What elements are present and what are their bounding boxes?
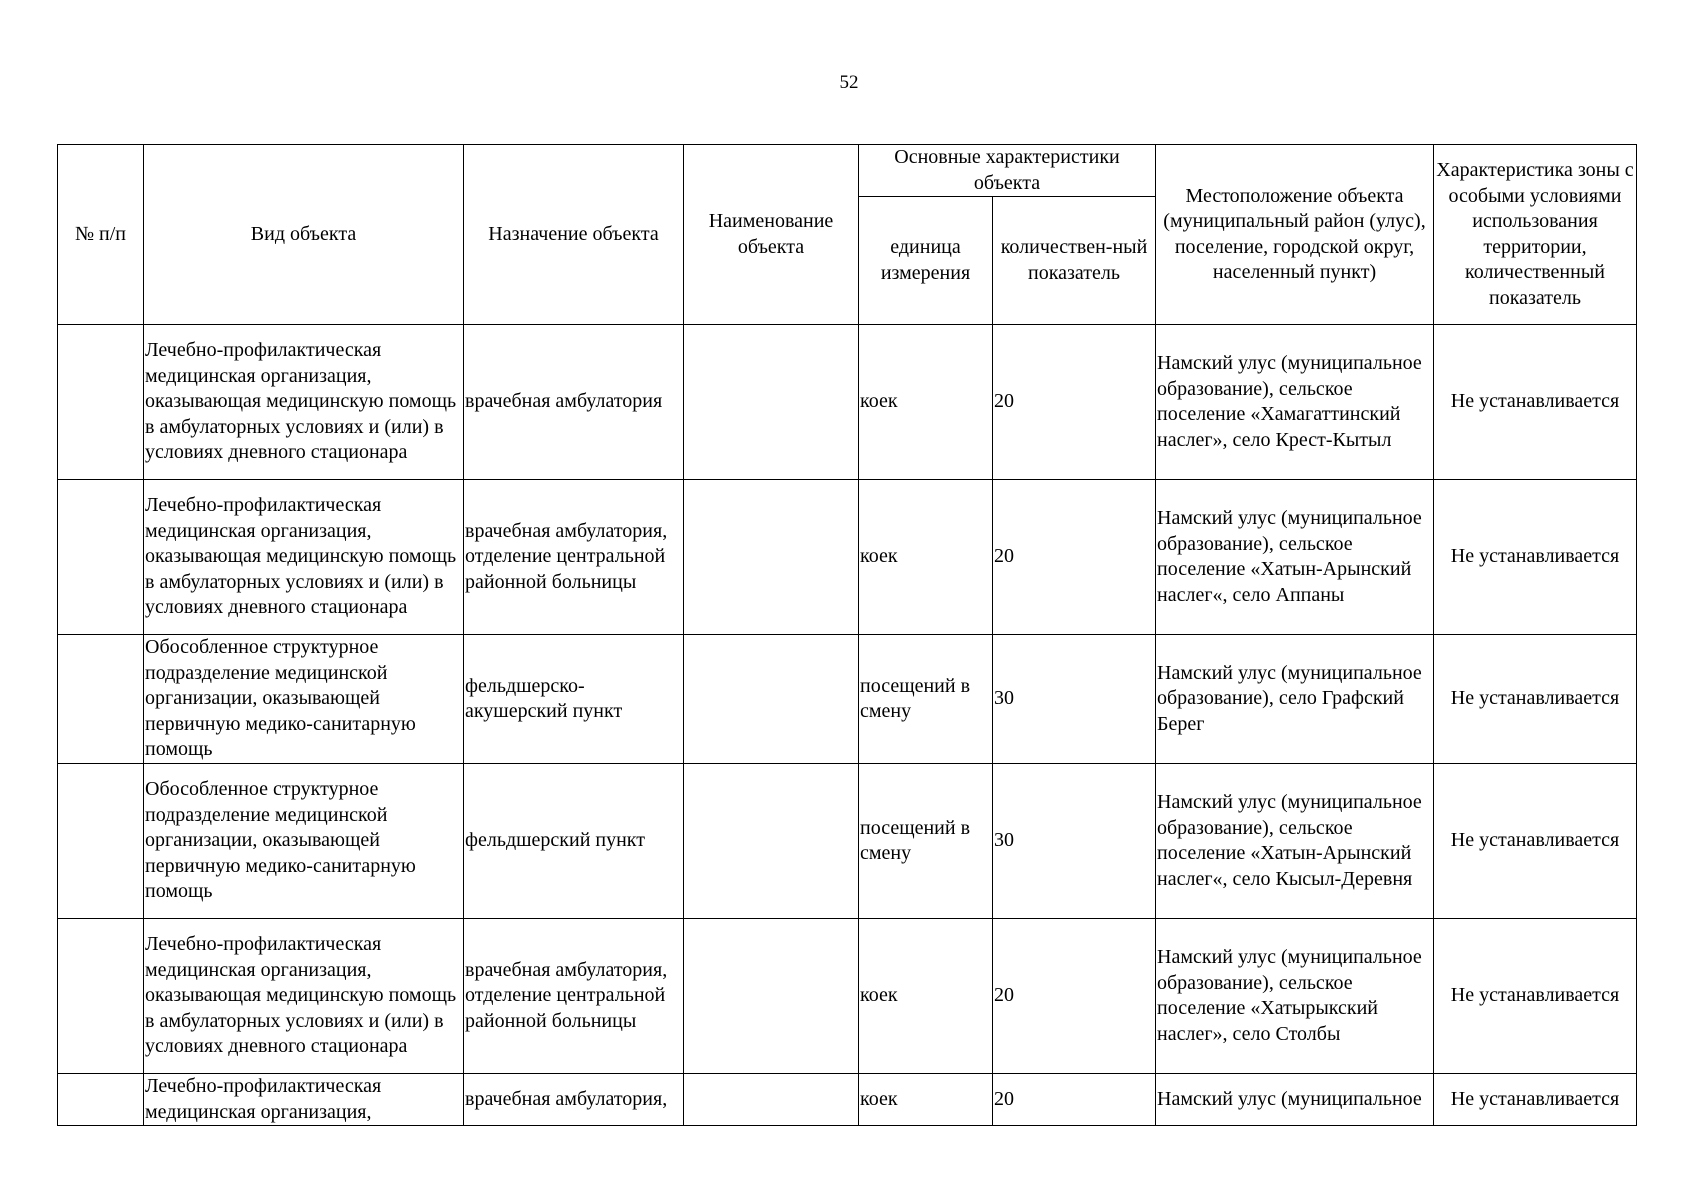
row-object-purpose: фельдшерско-акушерский пункт <box>464 635 684 764</box>
table-row <box>58 919 1637 1074</box>
row-object-type: Лечебно-профилактическая медицинская организация, <box>144 1074 464 1126</box>
row-unit: посещений в смену <box>859 764 993 919</box>
table-row <box>58 764 1637 919</box>
table-row <box>58 1074 1637 1126</box>
row-unit: коек <box>859 919 993 1074</box>
row-zone: Не устанавливается <box>1434 635 1637 764</box>
header-object-name: Наименование объекта <box>684 145 859 325</box>
row-location: Намский улус (муниципальное образование), сельское поселение «Хатын-Арынский наслег«, село Аппаны <box>1156 480 1434 635</box>
header-object-location: Местоположение объекта (муниципальный район (улус), поселение, городской округ, населенный пункт) <box>1156 145 1434 325</box>
row-num <box>58 325 144 480</box>
header-unit: единица измерения <box>859 197 993 325</box>
row-object-type: Обособленное структурное подразделение медицинской организации, оказывающей первичную медико-санитарную помощь <box>144 635 464 764</box>
row-zone: Не устанавливается <box>1434 480 1637 635</box>
table-row <box>58 480 1637 635</box>
header-object-purpose: Назначение объекта <box>464 145 684 325</box>
row-num <box>58 764 144 919</box>
row-quantity: 30 <box>993 764 1156 919</box>
row-num <box>58 480 144 635</box>
page-number: 52 <box>839 72 859 93</box>
row-object-type: Лечебно-профилактическая медицинская организация, оказывающая медицинскую помощь в амбулаторных условиях и (или) в условиях дневного стационара <box>144 480 464 635</box>
row-object-name <box>684 764 859 919</box>
row-object-type: Лечебно-профилактическая медицинская организация, оказывающая медицинскую помощь в амбулаторных условиях и (или) в условиях дневного стационара <box>144 325 464 480</box>
row-unit: коек <box>859 1074 993 1126</box>
row-object-purpose: врачебная амбулатория, отделение центральной районной больницы <box>464 480 684 635</box>
row-quantity: 30 <box>993 635 1156 764</box>
table-row <box>58 635 1637 764</box>
header-main-characteristics: Основные характеристики объекта <box>859 145 1156 197</box>
row-num <box>58 1074 144 1126</box>
row-zone: Не устанавливается <box>1434 325 1637 480</box>
row-object-name <box>684 480 859 635</box>
objects-table <box>57 144 1637 1126</box>
row-unit: коек <box>859 480 993 635</box>
row-quantity: 20 <box>993 325 1156 480</box>
row-object-type: Обособленное структурное подразделение медицинской организации, оказывающей первичную медико-санитарную помощь <box>144 764 464 919</box>
row-object-name <box>684 325 859 480</box>
row-location: Намский улус (муниципальное образование), сельское поселение «Хатырыкский наслег», село Столбы <box>1156 919 1434 1074</box>
row-location: Намский улус (муниципальное образование), село Графский Берег <box>1156 635 1434 764</box>
row-unit: посещений в смену <box>859 635 993 764</box>
row-object-purpose: врачебная амбулатория, отделение центральной районной больницы <box>464 919 684 1074</box>
header-object-type: Вид объекта <box>144 145 464 325</box>
row-object-type: Лечебно-профилактическая медицинская организация, оказывающая медицинскую помощь в амбулаторных условиях и (или) в условиях дневного стационара <box>144 919 464 1074</box>
row-quantity: 20 <box>993 480 1156 635</box>
row-object-purpose: врачебная амбулатория <box>464 325 684 480</box>
row-num <box>58 919 144 1074</box>
header-num: № п/п <box>58 145 144 325</box>
row-zone: Не устанавливается <box>1434 1074 1637 1126</box>
row-object-name <box>684 1074 859 1126</box>
header-special-zone: Характеристика зоны с особыми условиями использования территории, количественный показатель <box>1434 145 1637 325</box>
row-zone: Не устанавливается <box>1434 919 1637 1074</box>
row-object-name <box>684 919 859 1074</box>
row-object-purpose: фельдшерский пункт <box>464 764 684 919</box>
header-quantity: количествен-ный показатель <box>993 197 1156 325</box>
row-zone: Не устанавливается <box>1434 764 1637 919</box>
row-location: Намский улус (муниципальное образование), сельское поселение «Хамагаттинский наслег», село Крест-Кытыл <box>1156 325 1434 480</box>
row-unit: коек <box>859 325 993 480</box>
row-location: Намский улус (муниципальное образование), сельское поселение «Хатын-Арынский наслег«, село Кысыл-Деревня <box>1156 764 1434 919</box>
row-quantity: 20 <box>993 1074 1156 1126</box>
row-object-purpose: врачебная амбулатория, <box>464 1074 684 1126</box>
table-row <box>58 325 1637 480</box>
row-num <box>58 635 144 764</box>
row-object-name <box>684 635 859 764</box>
row-location: Намский улус (муниципальное <box>1156 1074 1434 1126</box>
row-quantity: 20 <box>993 919 1156 1074</box>
